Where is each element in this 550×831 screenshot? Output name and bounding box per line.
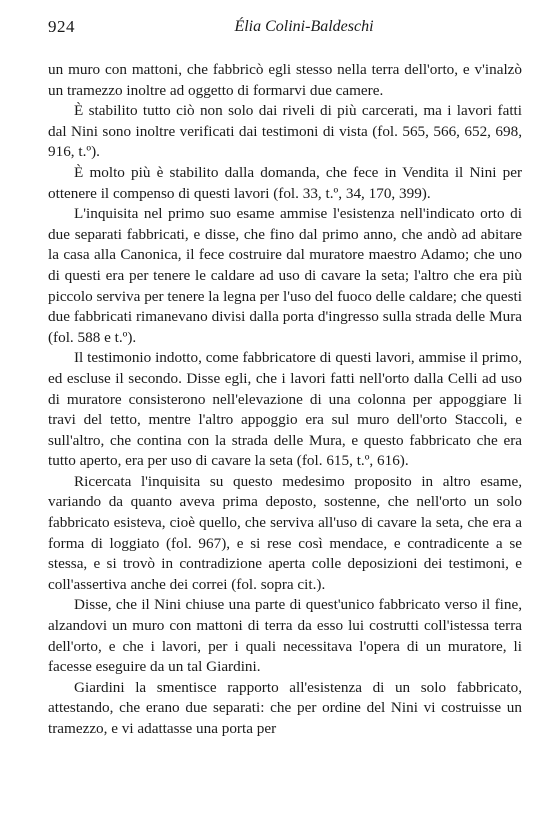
paragraph: L'inquisita nel primo suo esame ammise l'esistenza nell'indicato orto di due separati fabbricati, e disse, che fino dal primo anno, che andò ad abitare la casa alla Canonica, il fece costruire dal muratore maestro Adamo; che uno di questi era per tenere le caldare ad uso di cavare la seta; l'altro che era più piccolo serviva per tenere la legna per l'uso del fuoco delle caldare; che questi due fabbricati rimanevano divisi dalla porta d'ingresso sulla strada delle Mura (fol. 588 e t.º). — [48, 205, 522, 346]
paragraph: un muro con mattoni, che fabbricò egli stesso nella terra dell'orto, e v'inalzò un tramezzo inoltre ad oggetto di formarvi due camere. — [48, 61, 522, 99]
paragraph: Il testimonio indotto, come fabbricatore di questi lavori, ammise il primo, ed escluse il secondo. Disse egli, che i lavori fatti nell'orto dalla Celli ad uso di muratore consisterono nell'elevazione di una colonna per appoggiare li travi del tetto, mentre l'altro appoggio era sul muro dell'orto Staccoli, e sull'altro, che contina con la strada delle Mura, e questo fabbricato che era tutto aperto, era per uso di cavare la seta (fol. 615, t.º, 616). — [48, 349, 522, 470]
page-number: 924 — [48, 17, 75, 36]
body-text — [48, 60, 522, 740]
paragraph: È stabilito tutto ciò non solo dai riveli di più carcerati, ma i lavori fatti dal Nini sono inoltre verificati dai testimoni di vista (fol. 565, 566, 652, 698, 916, t.º). — [48, 102, 522, 161]
running-head: Élia Colini-Baldeschi — [234, 18, 374, 35]
paragraph: Ricercata l'inquisita su questo medesimo proposito in altro esame, variando da quanto aveva prima deposto, sostenne, che nell'orto un solo fabbricato esisteva, cioè quello, che serviva all'uso di cavare la seta, che era a forma di loggiato (fol. 967), e si rese così mendace, e contradicente a se stessa, e si trovò in contradizione aperta colle deposizioni dei testimoni, e coll'assertiva anche dei correi (fol. sopra cit.). — [48, 472, 522, 593]
page-header — [48, 17, 520, 39]
paragraph: Disse, che il Nini chiuse una parte di quest'unico fabbricato verso il fine, alzandovi un muro con mattoni di terra da esso lui costrutti coll'istessa terra dell'orto, e che i lavori, per i quali necessitava l'opera di un muratore, li facesse eseguire da un tal Giardini. — [48, 596, 522, 676]
paragraph: Giardini la smentisce rapporto all'esistenza di un solo fabbricato, attestando, che erano due separati: che per ordine del Nini vi costruisse un tramezzo, e vi adattasse una porta per — [48, 678, 522, 737]
paragraph: È molto più è stabilito dalla domanda, che fece in Vendita il Nini per ottenere il compenso di questi lavori (fol. 33, t.º, 34, 170, 399). — [48, 163, 522, 202]
